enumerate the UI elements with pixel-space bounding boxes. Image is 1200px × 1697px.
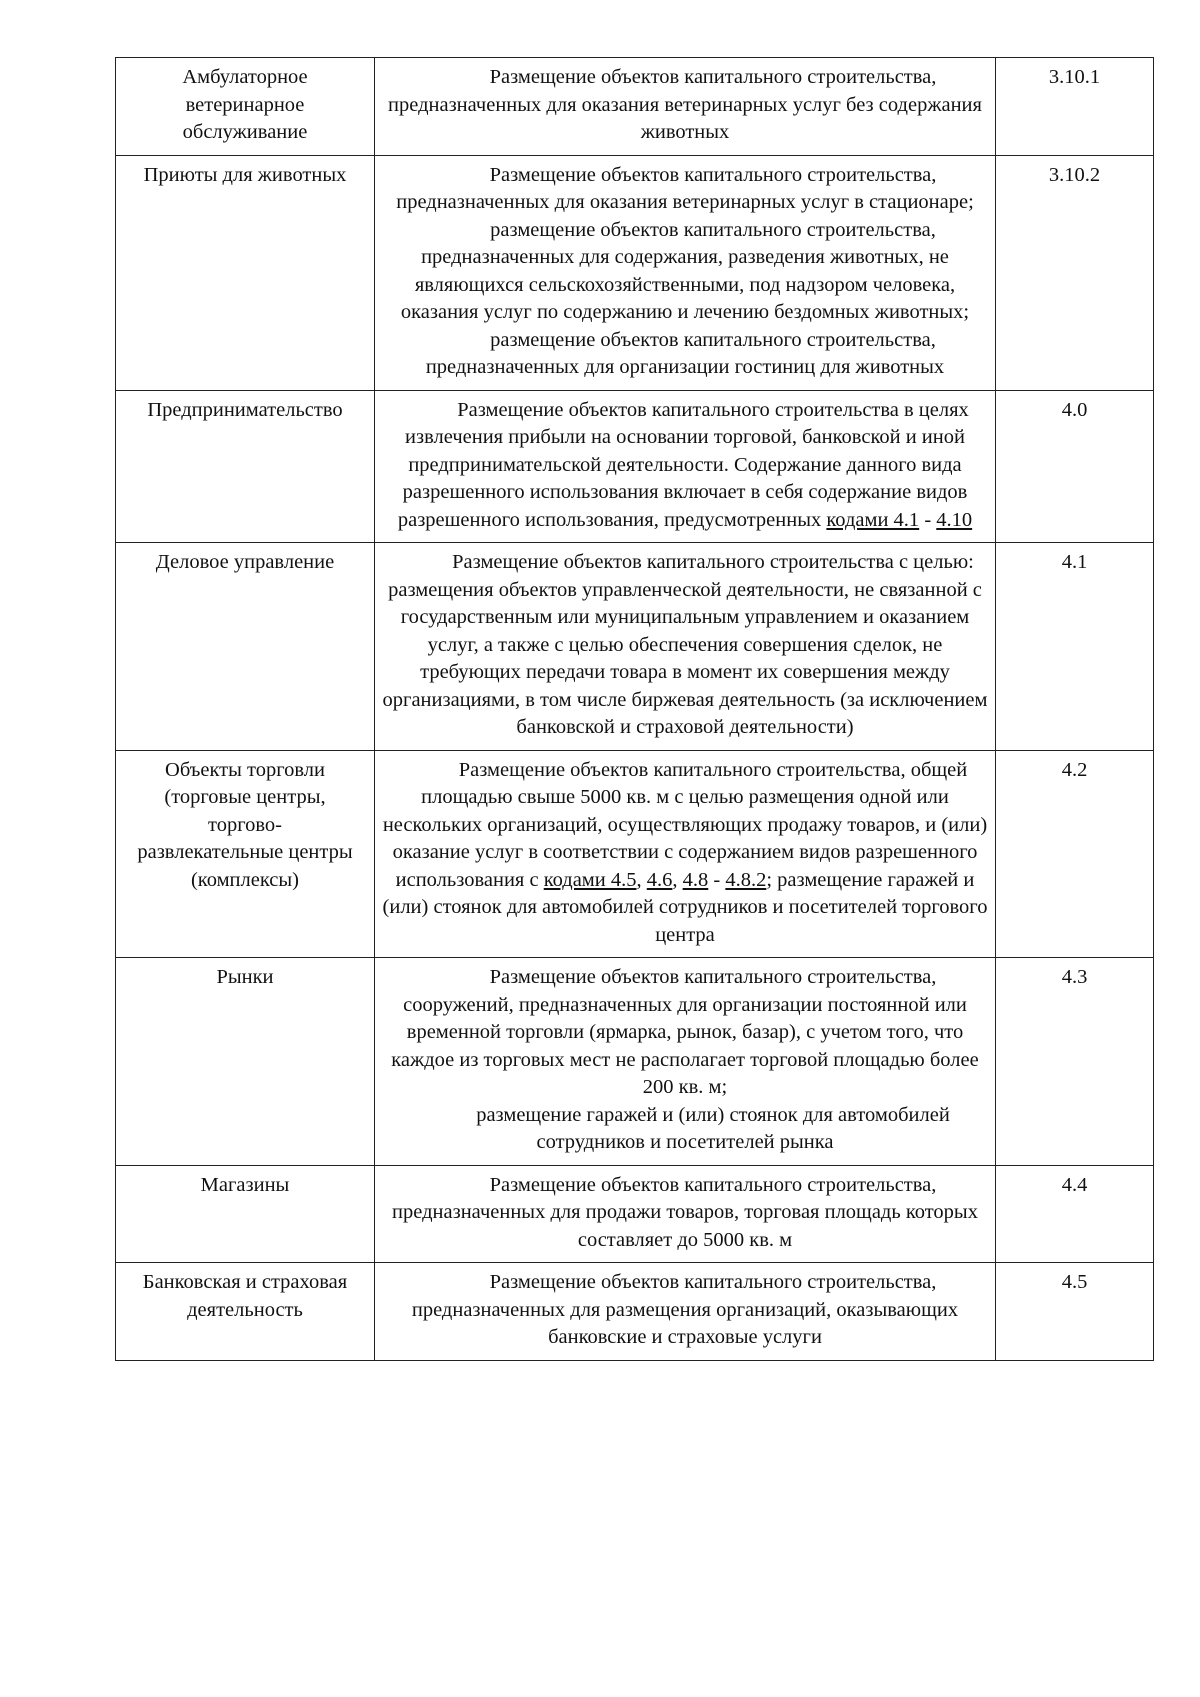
description-paragraph: размещение гаражей и (или) стоянок для автомобилей сотрудников и посетителей рынка (476, 1103, 950, 1153)
code-link[interactable]: кодами 4.1 (826, 508, 920, 531)
use-code: 4.2 (996, 750, 1154, 958)
description-paragraph: Размещение объектов капитального строительства с целью: размещения объектов управленческой деятельности, не связанной с государственным или муниципальным управлением и оказанием услуг, а также с целью обеспечения совершения сделок, не требующих передачи товара в момент их совершения между организациями, в том числе биржевая деятельность (за исключением банковской и страховой деятельности) (382, 551, 988, 738)
table-row (116, 958, 1154, 1166)
use-name: Деловое управление (116, 543, 375, 751)
table-row (116, 750, 1154, 958)
description-paragraph: Размещение объектов капитального строительства, предназначенных для оказания ветеринарных услуг в стационаре; (396, 163, 974, 213)
use-description (375, 58, 996, 156)
description-paragraph: Размещение объектов капитального строительства, предназначенных для продажи товаров, торговая площадь которых составляет до 5000 кв. м (392, 1173, 978, 1251)
use-description (375, 543, 996, 751)
use-description (375, 390, 996, 543)
use-description (375, 750, 996, 958)
description-paragraph: Размещение объектов капитального строительства, предназначенных для размещения организаций, оказывающих банковские и страховые услуги (411, 1271, 959, 1348)
use-description (375, 155, 996, 390)
code-link[interactable]: 4.10 (936, 508, 973, 531)
use-code: 4.0 (996, 390, 1154, 543)
table-row (116, 1165, 1154, 1263)
table-row (116, 543, 1154, 751)
code-link[interactable]: 4.6 (646, 868, 673, 891)
use-description (375, 958, 996, 1166)
use-code: 4.1 (996, 543, 1154, 751)
description-text: Размещение объектов капитального строительства в целях извлечения прибыли на основании торговой, банковской и иной предпринимательской деятельности. Содержание данного вида разрешенного использования включает в себя содержание видов разрешенного использования, предусмотренных (397, 398, 969, 531)
use-description (375, 1263, 996, 1361)
use-code: 3.10.2 (996, 155, 1154, 390)
description-text: ; размещение гаражей и (или) стоянок для автомобилей сотрудников и посетителей торгового центра (382, 868, 988, 946)
use-code: 3.10.1 (996, 58, 1154, 156)
use-name: Приюты для животных (116, 155, 375, 390)
description-paragraph: Размещение объектов капитального строительства, общей площадью свыше 5000 кв. м с целью размещения одной или нескольких организаций, осуществляющих продажу товаров, и (или) оказание услуг в соответствии с содержанием видов разрешенного использования с кодами 4.5, 4.6, 4.8 - 4.8.2; размещение гаражей и (или) стоянок для автомобилей сотрудников и посетителей торгового центра (382, 758, 988, 946)
code-link[interactable]: 4.8.2 (725, 868, 767, 891)
use-code: 4.5 (996, 1263, 1154, 1361)
code-link[interactable]: 4.8 (682, 868, 709, 891)
use-description (375, 1165, 996, 1263)
land-use-table (115, 57, 1154, 1361)
use-code: 4.4 (996, 1165, 1154, 1263)
use-name: Амбулаторное ветеринарное обслуживание (116, 58, 375, 156)
use-name: Объекты торговли (торговые центры, торгово-развлекательные центры (комплексы) (116, 750, 375, 958)
description-paragraph: размещение объектов капитального строительства, предназначенных для организации гостиниц для животных (425, 328, 945, 378)
use-code: 4.3 (996, 958, 1154, 1166)
description-paragraph: Размещение объектов капитального строительства, предназначенных для оказания ветеринарных услуг без содержания животных (388, 66, 982, 143)
description-text: Размещение объектов капитального строительства, общей площадью свыше 5000 кв. м с целью размещения одной или нескольких организаций, осуществляющих продажу товаров, и (или) оказание услуг в соответствии с содержанием видов разрешенного использования с (382, 758, 988, 891)
table-row (116, 390, 1154, 543)
table-row (116, 1263, 1154, 1361)
code-link[interactable]: кодами 4.5 (543, 868, 637, 891)
table-row (116, 58, 1154, 156)
table-row (116, 155, 1154, 390)
description-paragraph: Размещение объектов капитального строительства в целях извлечения прибыли на основании торговой, банковской и иной предпринимательской деятельности. Содержание данного вида разрешенного использования включает в себя содержание видов разрешенного использования, предусмотренных кодами 4.1 - 4.10 (397, 398, 973, 531)
use-name: Рынки (116, 958, 375, 1166)
use-name: Магазины (116, 1165, 375, 1263)
description-paragraph: размещение объектов капитального строительства, предназначенных для содержания, разведения животных, не являющихся сельскохозяйственными, под надзором человека, оказания услуг по содержанию и лечению бездомных животных; (400, 218, 970, 323)
description-paragraph: Размещение объектов капитального строительства, сооружений, предназначенных для организации постоянной или временной торговли (ярмарка, рынок, базар), с учетом того, что каждое из торговых мест не располагает торговой площадью более 200 кв. м; (391, 966, 979, 1098)
use-name: Предпринимательство (116, 390, 375, 543)
use-name: Банковская и страховая деятельность (116, 1263, 375, 1361)
